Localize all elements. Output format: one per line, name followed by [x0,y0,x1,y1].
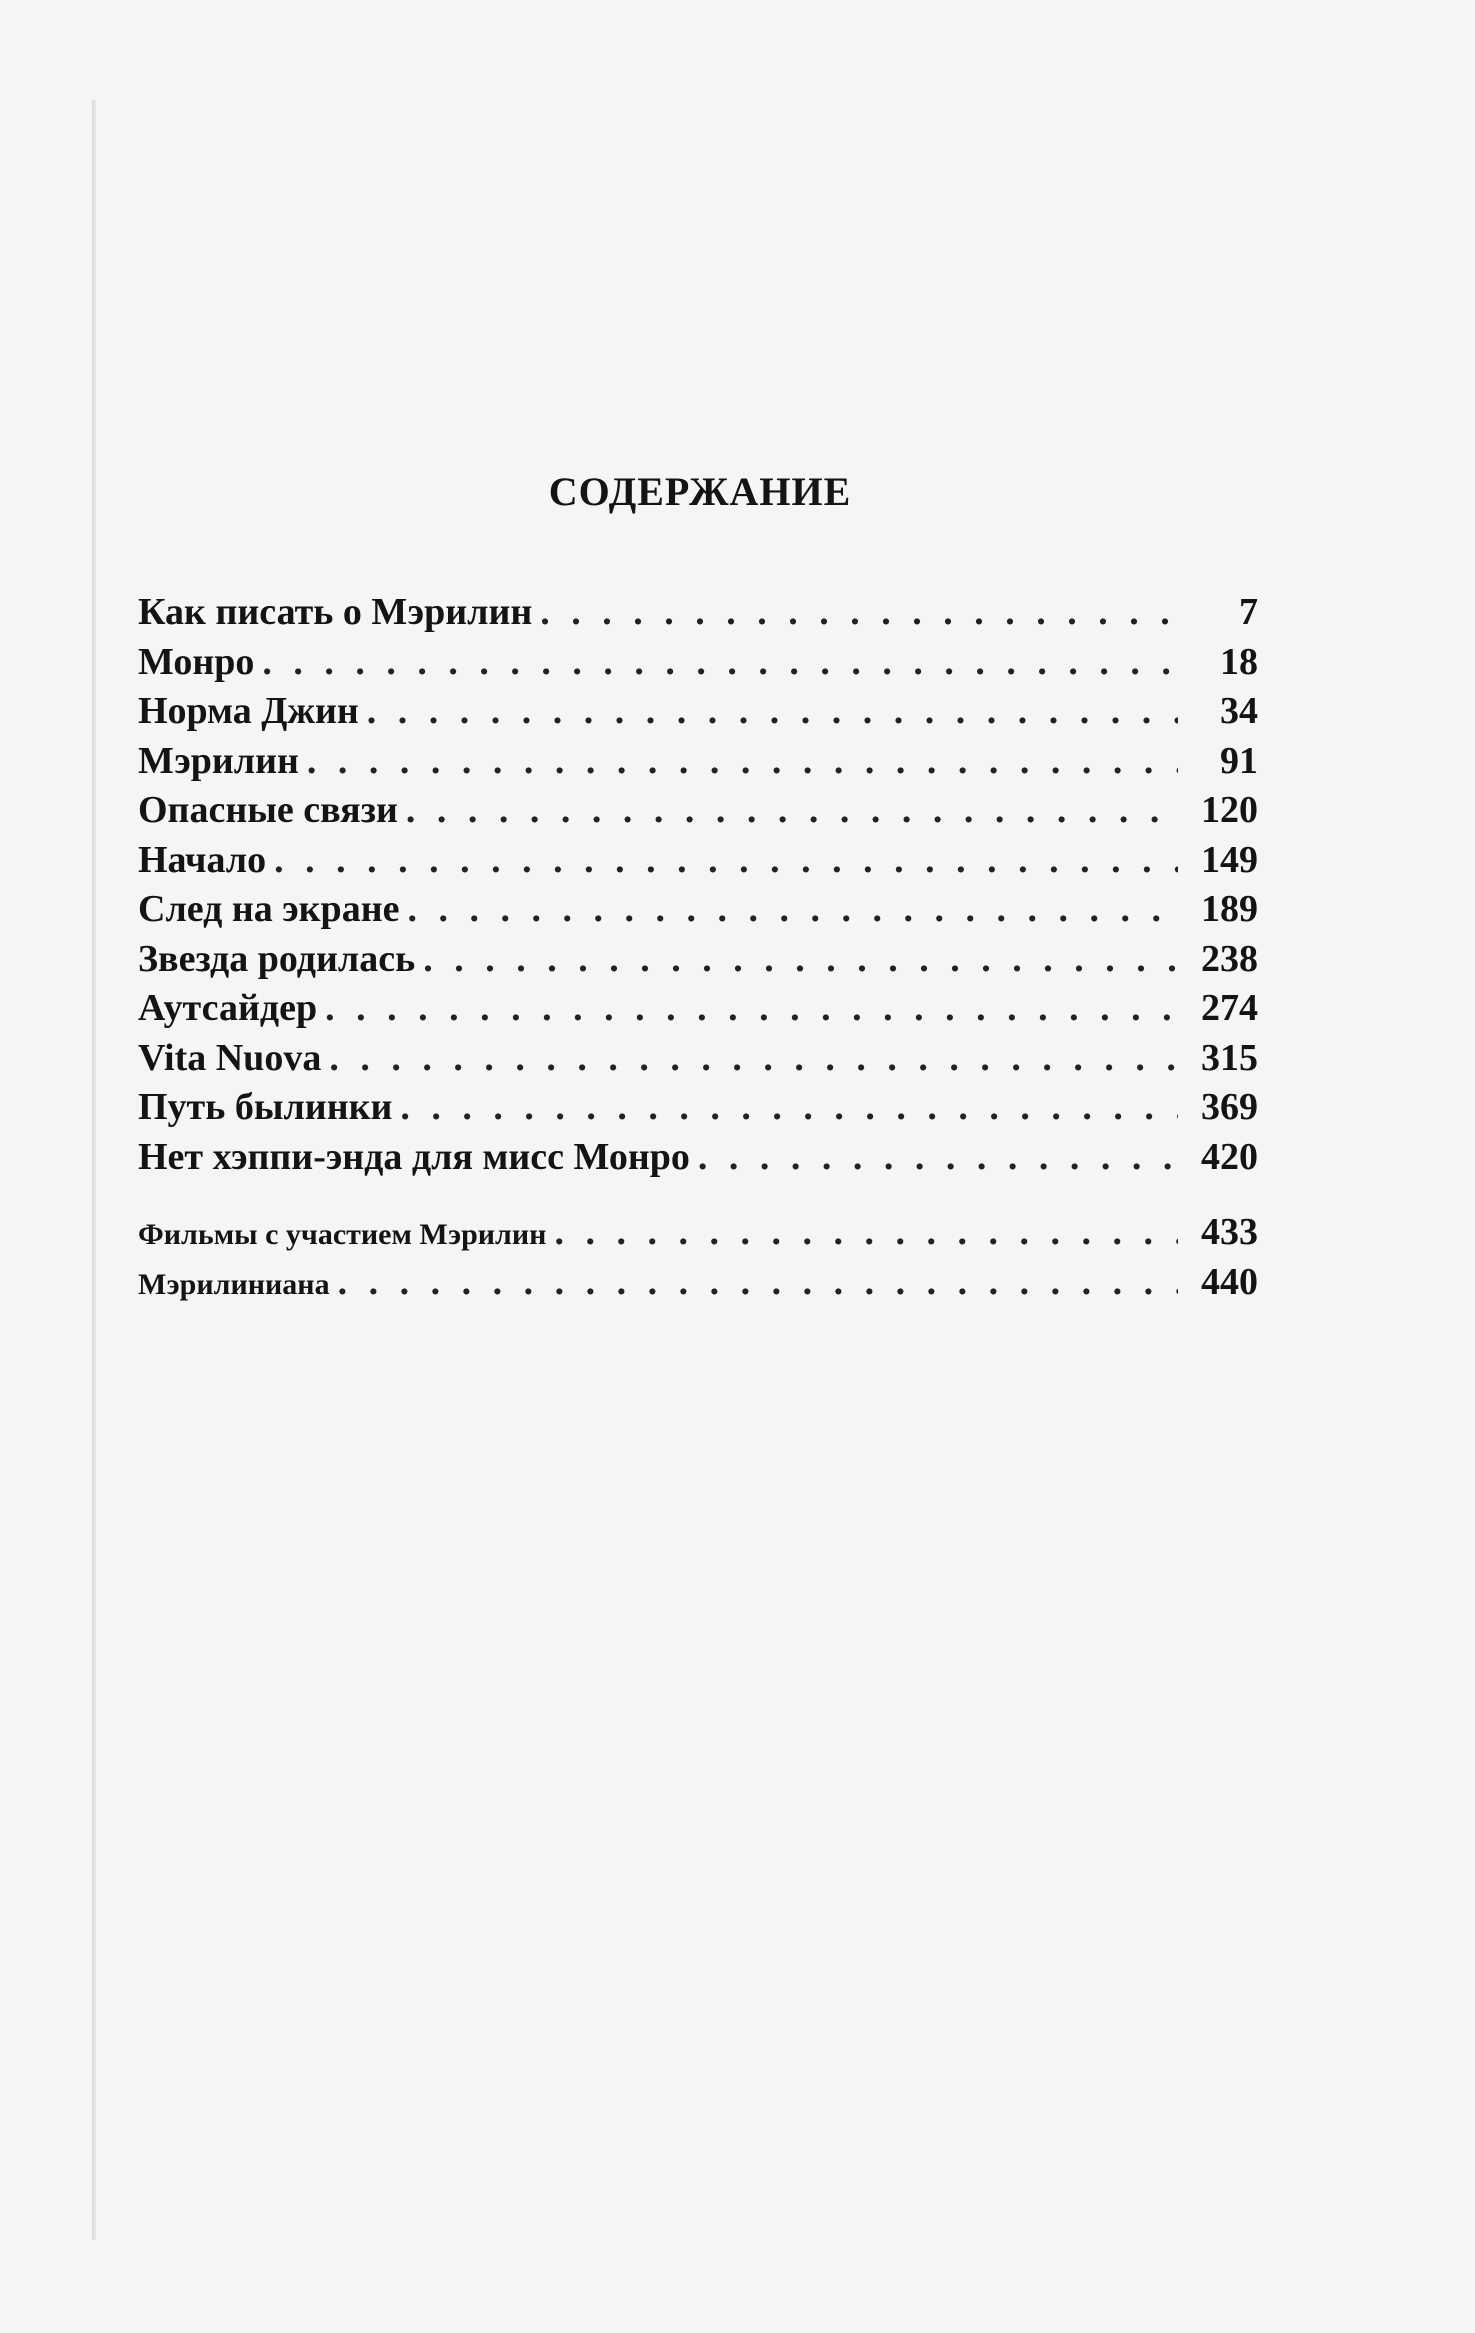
toc-entry-page: 189 [1201,888,1258,930]
dot-leader [338,1258,1178,1308]
toc-entry-label: Опасные связи [138,789,398,831]
toc-entry-page: 238 [1201,937,1258,980]
toc-list [138,588,1258,1182]
toc-entry [138,638,1258,688]
toc-entry-page: 274 [1201,987,1258,1029]
toc-entry-page: 7 [1239,591,1258,633]
toc-entry-label: Норма Джин [138,690,359,732]
toc-entry-label: Звезда родилась [138,937,416,980]
appendix-entry [138,1258,1258,1308]
dot-leader [406,786,1178,836]
toc-entry [138,1034,1258,1084]
toc-entry-label: След на экране [138,888,400,930]
toc-entry-label: Нет хэппи-энда для мисс Монро [138,1135,690,1178]
toc-entry-label: Vita Nuova [138,1036,322,1079]
toc-entry-page: 34 [1220,690,1258,732]
appendix-entry-page: 433 [1201,1211,1258,1253]
toc-entry [138,836,1258,886]
binding-edge [92,100,96,2240]
appendix-entry-label: Фильмы с участием Мэрилин [138,1218,547,1251]
dot-leader [307,737,1178,787]
appendix-entry [138,1208,1258,1258]
toc-entry [138,1083,1258,1133]
toc-entry [138,786,1258,836]
dot-leader [262,638,1178,688]
appendix-entry-page: 440 [1201,1260,1258,1303]
toc-entry-page: 91 [1220,739,1258,782]
dot-leader [367,687,1178,737]
toc-entry [138,588,1258,638]
dot-leader [400,1083,1178,1133]
toc-entry [138,885,1258,935]
dot-leader [274,836,1178,886]
toc-entry-page: 149 [1201,838,1258,881]
toc-entry-page: 18 [1220,640,1258,683]
toc-entry-page: 120 [1201,789,1258,831]
toc-entry-label: Аутсайдер [138,987,318,1029]
dot-leader [540,588,1178,638]
toc-entry-label: Мэрилин [138,739,299,782]
dot-leader [423,935,1178,985]
toc-entry-label: Как писать о Мэрилин [138,591,533,633]
toc-entry [138,1133,1258,1183]
toc-entry [138,737,1258,787]
toc-entry [138,687,1258,737]
appendix-list [138,1208,1258,1307]
toc-entry-label: Монро [138,640,255,683]
dot-leader [554,1208,1178,1258]
toc-entry [138,984,1258,1034]
dot-leader [698,1133,1178,1183]
toc-entry-page: 420 [1201,1135,1258,1178]
toc-entry-page: 369 [1201,1086,1258,1128]
dot-leader [407,885,1178,935]
toc-entry-label: Начало [138,838,267,881]
toc-entry [138,935,1258,985]
toc-entry-label: Путь былинки [138,1086,393,1128]
appendix-entry-label: Мэрилиниана [138,1267,330,1301]
dot-leader [325,984,1178,1034]
dot-leader [329,1034,1178,1084]
toc-entry-page: 315 [1201,1036,1258,1079]
page-title: СОДЕРЖАНИЕ [548,469,852,514]
